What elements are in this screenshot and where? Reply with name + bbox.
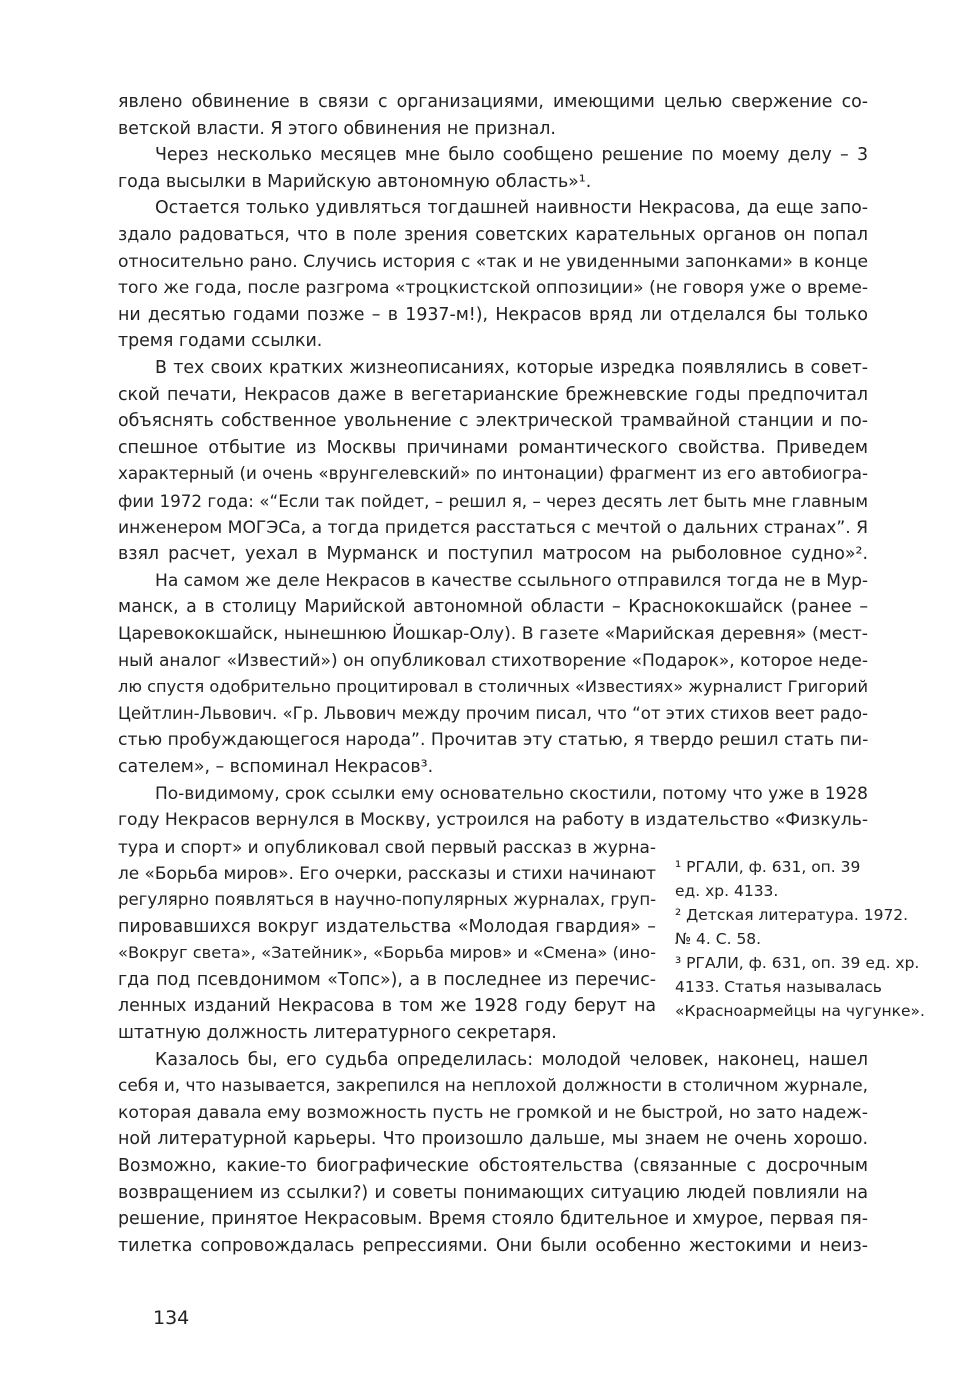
page-number: 134 [153,1307,190,1329]
paragraph-start-line: Через несколько месяцев мне было сообщено решение по моему делу – 3 [155,145,868,166]
text-line: Возможно, какие-то биографические обстоятельства (связанные с досрочным [118,1156,868,1176]
text-line: себя и, что называется, закрепился на неплохой должности в столичном журнале, [118,1076,869,1097]
text-line-narrow: тура и спорт» и опубликовал свой первый рассказ в журна- [118,836,656,857]
text-line: лю спустя одобрительно процитировал в столичных «Известиях» журналист Григорий [118,677,868,697]
text-line-narrow: пировавшихся вокруг издательства «Молодая гвардия» – [118,916,656,937]
text-line: решение, принятое Некрасовым. Время стояло бдительное и хмурое, первая пя- [118,1209,868,1230]
text-line: ни десятью годами позже – в 1937-м!), Некрасов вряд ли отделался бы только [118,304,868,325]
footnote-line: «Красноармейцы на чугунке». [675,1002,925,1020]
text-line-narrow: регулярно появляться в научно-популярных журналах, груп- [118,890,657,909]
text-line: ной литературной карьеры. Что произошло дальше, мы знаем не очень хорошо. [118,1129,868,1150]
paragraph-start-line: На самом же деле Некрасов в качестве ссыльного отправился тогда не в Мур- [155,570,869,591]
text-line: тилетка сопровождалась репрессиями. Они были особенно жестокими и неиз- [118,1235,868,1256]
footnote-line: ¹ РГАЛИ, ф. 631, оп. 39 [675,858,861,876]
text-line-narrow: «Вокруг света», «Затейник», «Борьба миров» и «Смена» (ино- [118,943,656,963]
text-line: возвращением из ссылки?) и советы понимающих ситуацию людей повлияли на [118,1182,868,1203]
footnote-line: ед. хр. 4133. [675,882,779,900]
paragraph-start-line: Остается только удивляться тогдашней наивности Некрасова, да еще запо- [155,198,868,219]
text-line: инженером МОГЭСа, а тогда придется расстаться с мечтой о дальних странах”. Я [118,517,868,538]
footnote-line: ³ РГАЛИ, ф. 631, оп. 39 ед. хр. [675,954,920,972]
text-line: относительно рано. Случись история с «так и не увиденными запонками» в конце [118,251,868,272]
text-line-narrow: гда под псевдонимом «Топс»), а в последнее из перечис- [118,969,656,990]
footnote-line: ² Детская литература. 1972. [675,906,909,924]
text-line: ской печати, Некрасов даже в вегетарианские брежневские годы предпочитал [118,384,868,405]
text-line: того же года, после разгрома «троцкистской оппозиции» (не говоря уже о време- [118,278,868,299]
text-line: характерный (и очень «врунгелевский» по интонации) фрагмент из его автобиогра- [118,464,868,484]
text-line: Царевококшайск, нынешнюю Йошкар-Олу). В газете «Марийская деревня» (мест- [118,624,868,644]
text-line: явлено обвинение в связи с организациями, имеющими целью свержение со- [118,92,868,112]
text-line-narrow: ленных изданий Некрасова в том же 1928 году берут на [118,996,656,1017]
text-line: манск, а в столицу Марийской автономной области – Краснококшайск (ранее – [118,597,868,618]
text-line: Цейтлин-Львович. «Гр. Львович между прочим писал, что “от этих стихов веет радо- [118,703,868,723]
text-line: здало радоваться, что в поле зрения советских карательных органов он попал [118,225,868,245]
text-line-narrow: ле «Борьба миров». Его очерки, рассказы и стихи начинают [118,863,656,884]
text-line: стью пробуждающегося народа”. Прочитав эту статью, я твердо решил стать пи- [118,730,869,751]
footnote-line: № 4. С. 58. [675,930,762,948]
text-line: тремя годами ссылки. [118,331,323,352]
text-line: спешное отбытие из Москвы причинами романтического свойства. Приведем [118,437,868,458]
text-line: которая давала ему возможность пусть не громкой и не быстрой, но зато надеж- [118,1102,868,1123]
paragraph-start-line: В тех своих кратких жизнеописаниях, которые изредка появлялись в совет- [155,358,868,378]
text-line: объяснять собственное увольнение с электрической трамвайной станции и по- [118,411,868,432]
text-line: году Некрасов вернулся в Москву, устроился на работу в издательство «Физкуль- [118,810,868,831]
text-line-narrow: штатную должность литературного секретаря. [118,1023,557,1043]
text-line: ный аналог «Известий») он опубликовал стихотворение «Подарок», которое неде- [118,650,868,671]
text-line: года высылки в Марийскую автономную область»¹. [118,171,592,192]
footnote-line: 4133. Статья называлась [675,978,882,996]
text-line: ветской власти. Я этого обвинения не признал. [118,118,556,139]
paragraph-start-line: По-видимому, срок ссылки ему основательно скостили, потому что уже в 1928 [155,783,868,804]
text-line: фии 1972 года: «“Если так пойдет, – решил я, – через десять лет быть мне главным [118,491,868,511]
paragraph-start-line: Казалось бы, его судьба определилась: молодой человек, наконец, нашел [155,1049,868,1070]
text-line: сателем», – вспоминал Некрасов³. [118,757,434,777]
text-line: взял расчет, уехал в Мурманск и поступил матросом на рыболовное судно»². [118,544,868,565]
